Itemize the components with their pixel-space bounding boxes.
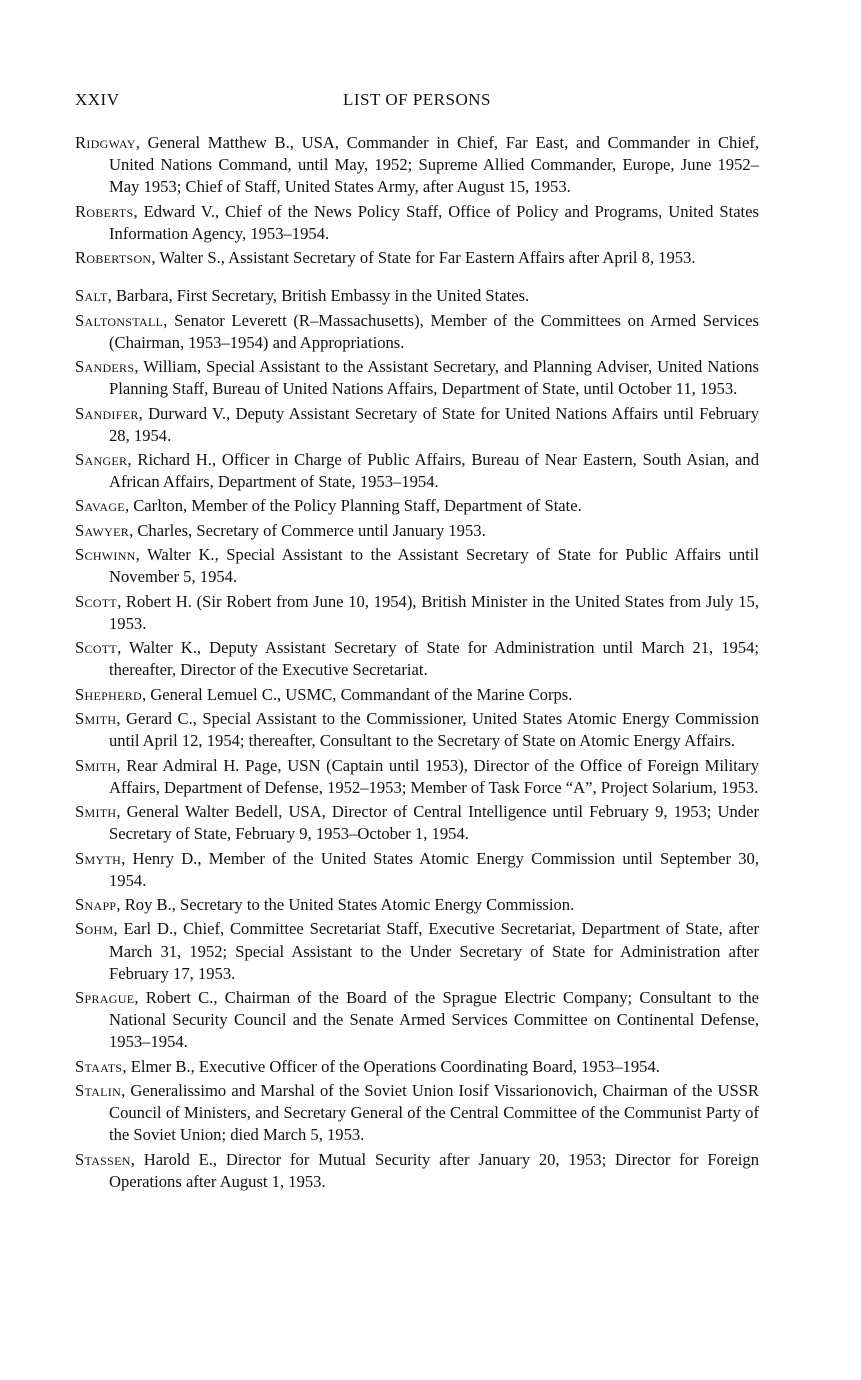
person-surname: Smith bbox=[75, 755, 117, 775]
list-item bbox=[75, 310, 759, 354]
person-description: , Carlton, Member of the Policy Planning Staff, Department of State. bbox=[124, 496, 582, 516]
person-surname: Saltonstall bbox=[75, 310, 164, 330]
list-item bbox=[75, 1080, 759, 1146]
person-description: , Generalissimo and Marshal of the Soviet Union Iosif Vissarionovich, Chairman of the USSR Council of Ministers, and Secretary General of the Central Committee of the Communist Party of the Soviet Union; died March 5, 1953. bbox=[109, 1080, 759, 1145]
list-item bbox=[75, 684, 759, 706]
person-description: , Harold E., Director for Mutual Security after January 20, 1953; Director for Foreign Operations after August 1, 1953. bbox=[109, 1149, 759, 1191]
person-surname: Ridgway bbox=[75, 133, 136, 152]
person-surname: Savage bbox=[75, 496, 125, 516]
person-description: , General Lemuel C., USMC, Commandant of the Marine Corps. bbox=[141, 684, 573, 704]
person-description: , Robert H. (Sir Robert from June 10, 1954), British Minister in the United States from July 15, 1953. bbox=[109, 591, 759, 633]
list-item bbox=[75, 987, 759, 1053]
person-surname: Scott bbox=[75, 638, 118, 658]
person-surname: Stalin bbox=[75, 1080, 122, 1100]
person-description: , Edward V., Chief of the News Policy Staff, Office of Policy and Programs, United States Information Agency, 1953–1954. bbox=[109, 201, 759, 243]
person-description: , Durward V., Deputy Assistant Secretary of State for United Nations Affairs until February 28, 1954. bbox=[109, 403, 759, 445]
person-surname: Shepherd bbox=[75, 684, 142, 704]
person-surname: Robertson bbox=[75, 248, 152, 268]
person-surname: Smyth bbox=[75, 848, 122, 868]
list-item bbox=[75, 848, 759, 892]
list-item bbox=[75, 403, 759, 447]
person-description: , General Matthew B., USA, Commander in Chief, Far East, and Commander in Chief, United Nations Command, until May, 1952; Supreme Allied Commander, Europe, June 1952–May 1953; Chief of Staff, United States Army, after August 15, 1953. bbox=[109, 133, 759, 197]
person-surname: Smith bbox=[75, 802, 117, 822]
person-surname: Sprague bbox=[75, 988, 135, 1008]
person-description: , Walter K., Deputy Assistant Secretary of State for Administration until March 21, 1954; thereafter, Director of the Executive Secretariat. bbox=[109, 638, 759, 680]
running-title: LIST OF PERSONS bbox=[343, 90, 491, 109]
list-item bbox=[75, 356, 759, 400]
person-description: , Senator Leverett (R–Massachusetts), Member of the Committees on Armed Services (Chairman, 1953–1954) and Appropriations. bbox=[109, 310, 759, 352]
person-surname: Snapp bbox=[75, 895, 117, 915]
person-description: , Henry D., Member of the United States Atomic Energy Commission until September 30, 1954. bbox=[109, 848, 759, 890]
person-description: , Walter K., Special Assistant to the Assistant Secretary of State for Public Affairs until November 5, 1954. bbox=[109, 545, 759, 587]
list-item bbox=[75, 801, 759, 845]
list-item bbox=[75, 918, 759, 984]
list-of-persons bbox=[75, 132, 759, 1195]
person-surname: Sawyer bbox=[75, 520, 130, 540]
list-item bbox=[75, 894, 759, 916]
page-header bbox=[75, 90, 759, 114]
person-surname: Smith bbox=[75, 709, 117, 729]
list-item bbox=[75, 247, 759, 269]
list-item bbox=[75, 708, 759, 752]
person-surname: Sanders bbox=[75, 357, 135, 377]
list-item bbox=[75, 637, 759, 681]
person-surname: Schwinn bbox=[75, 545, 136, 565]
person-description: , General Walter Bedell, USA, Director of Central Intelligence until February 9, 1953; Under Secretary of State, February 9, 1953–October 1, 1954. bbox=[109, 802, 759, 844]
person-surname: Sanger bbox=[75, 450, 128, 469]
list-item bbox=[75, 544, 759, 588]
list-item bbox=[75, 1149, 759, 1193]
person-description: , Roy B., Secretary to the United States Atomic Energy Commission. bbox=[116, 895, 575, 915]
person-description: , Richard H., Officer in Charge of Public Affairs, Bureau of Near Eastern, South Asian, and African Affairs, Department of State, 1953–1954. bbox=[109, 450, 759, 492]
person-description: , Walter S., Assistant Secretary of State for Far Eastern Affairs after April 8, 1953. bbox=[151, 248, 696, 268]
person-surname: Scott bbox=[75, 591, 118, 611]
list-item bbox=[75, 449, 759, 493]
person-description: , Robert C., Chairman of the Board of the Sprague Electric Company; Consultant to the National Security Council and the Senate Armed Services Committee on Continental Defense, 1953–1954. bbox=[109, 988, 759, 1052]
person-surname: Sandifer bbox=[75, 403, 139, 423]
list-item bbox=[75, 201, 759, 245]
list-item bbox=[75, 132, 759, 198]
page-number: XXIV bbox=[75, 90, 120, 109]
person-description: , Rear Admiral H. Page, USN (Captain until 1953), Director of the Office of Foreign Military Affairs, Department of Defense, 1952–1953; Member of Task Force “A”, Project Solarium, 1953. bbox=[109, 755, 759, 797]
list-item bbox=[75, 520, 759, 542]
person-surname: Salt bbox=[75, 286, 108, 306]
list-item bbox=[75, 285, 759, 307]
person-description: , Barbara, First Secretary, British Embassy in the United States. bbox=[107, 286, 530, 306]
person-surname: Roberts bbox=[75, 201, 134, 221]
person-description: , Earl D., Chief, Committee Secretariat Staff, Executive Secretariat, Department of State, after March 31, 1952; Special Assistant to the Under Secretary of State for Administration after February 17, 1953. bbox=[109, 919, 759, 983]
list-item bbox=[75, 755, 759, 799]
person-description: , Elmer B., Executive Officer of the Operations Coordinating Board, 1953–1954. bbox=[122, 1056, 660, 1076]
person-description: , William, Special Assistant to the Assistant Secretary, and Planning Adviser, United Nations Planning Staff, Bureau of United Nations Affairs, Department of State, until October 11, 1953. bbox=[109, 357, 759, 399]
person-surname: Sohm bbox=[75, 919, 114, 939]
person-surname: Staats bbox=[75, 1056, 123, 1076]
person-surname: Stassen bbox=[75, 1149, 131, 1169]
list-item bbox=[75, 1056, 759, 1078]
list-item bbox=[75, 495, 759, 517]
list-item bbox=[75, 591, 759, 635]
person-description: , Charles, Secretary of Commerce until January 1953. bbox=[129, 520, 486, 540]
person-description: , Gerard C., Special Assistant to the Commissioner, United States Atomic Energy Commission until April 12, 1954; thereafter, Consultant to the Secretary of State on Atomic Energy Affairs. bbox=[109, 709, 759, 751]
